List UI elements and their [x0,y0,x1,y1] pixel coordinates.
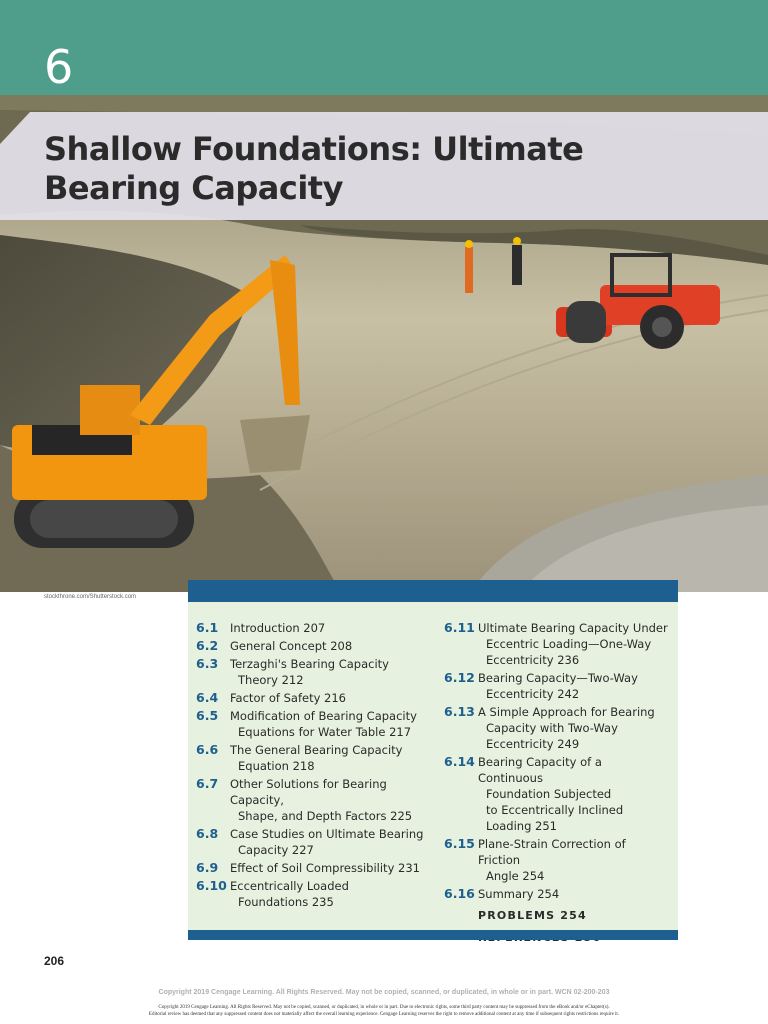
toc-entry[interactable] [196,656,426,688]
toc-entry[interactable] [444,836,670,884]
toc-entry-title [230,708,426,740]
toc-entry-line: Eccentricity 249 [486,737,580,751]
toc-entry[interactable] [196,708,426,740]
toc-entry-title [230,638,426,654]
toc-entry-number: 6.14 [444,754,475,769]
toc-entry-line: Factor of Safety 216 [230,691,346,705]
toc-entry[interactable] [444,704,670,752]
toc-entry-title [478,704,670,752]
toc-entry-title [230,620,426,636]
page-number: 206 [44,954,65,968]
toc-entry-number: 6.8 [196,826,219,841]
toc-bottom-bar [188,930,678,940]
toc-problems[interactable]: PROBLEMS 254 [478,909,587,922]
toc-entry-number: 6.6 [196,742,219,757]
table-of-contents [188,580,678,940]
chapter-header-bar [0,0,768,95]
toc-entry-title [230,860,426,876]
toc-entry-line: Shape, and Depth Factors 225 [238,809,413,823]
toc-entry[interactable] [444,670,670,702]
toc-entry-line: Effect of Soil Compressibility 231 [230,861,420,875]
toc-entry-line: Plane-Strain Correction of Friction [478,837,626,867]
toc-entry-line: Theory 212 [238,673,304,687]
toc-entry-number: 6.4 [196,690,219,705]
toc-entry-title [478,754,670,834]
toc-entry-line: General Concept 208 [230,639,353,653]
toc-entry-number: 6.10 [196,878,227,893]
toc-entry-line: Bearing Capacity of a Continuous [478,755,602,785]
toc-left-column [196,620,426,912]
toc-entry-title [230,656,426,688]
toc-entry-line: Eccentricity 236 [486,653,580,667]
toc-entry-number: 6.2 [196,638,219,653]
toc-entry-line: Angle 254 [486,869,545,883]
toc-entry-title [478,886,670,902]
legal-line-1: Copyright 2019 Cengage Learning. All Rights Reserved. May not be copied, scanned, or duplicated, in whole or in part. Due to electronic rights, some third party content may be suppressed from the eBook and/or eChapter(s). [158,1005,610,1010]
toc-entry-title [230,690,426,706]
toc-entry-line: Equation 218 [238,759,315,773]
legal-notice [60,1004,708,1018]
toc-entry[interactable] [196,638,426,654]
legal-line-2: Editorial review has deemed that any suppressed content does not materially affect the overall learning experience. Cengage Learning reserves the right to remove additional content at any time if subsequent rights restrictions require it. [148,1012,620,1017]
toc-entry-title [230,742,426,774]
toc-entry-number: 6.3 [196,656,219,671]
toc-entry-title [478,620,670,668]
toc-entry-number: 6.13 [444,704,475,719]
toc-entry-line: Modification of Bearing Capacity [230,709,417,723]
toc-entry-line: Foundation Subjected [486,787,612,801]
toc-entry-line: to Eccentrically Inclined [486,803,624,817]
toc-right-column [444,620,670,946]
toc-entry[interactable] [196,860,426,876]
toc-entry-number: 6.15 [444,836,475,851]
toc-entry[interactable] [444,886,670,902]
toc-entry-line: Other Solutions for Bearing Capacity, [230,777,387,807]
toc-entry-line: Capacity with Two-Way [486,721,618,735]
toc-entry-title [230,826,426,858]
toc-entry-line: Eccentricity 242 [486,687,580,701]
toc-entry-title [230,878,426,910]
toc-top-bar [188,580,678,602]
toc-entry-line: Loading 251 [486,819,557,833]
toc-entry-number: 6.7 [196,776,219,791]
toc-entry-line: Case Studies on Ultimate Bearing [230,827,424,841]
copyright-line: Copyright 2019 Cengage Learning. All Rights Reserved. May not be copied, scanned, or duplicated, in whole or in part. WCN 02-200-203 [158,989,610,996]
toc-entry[interactable] [196,620,426,636]
toc-entry-line: Introduction 207 [230,621,326,635]
toc-entry-number: 6.1 [196,620,219,635]
toc-entry-title [230,776,426,824]
toc-entry-number: 6.9 [196,860,219,875]
toc-entry[interactable] [196,826,426,858]
toc-entry-line: Terzaghi's Bearing Capacity [230,657,389,671]
toc-entry[interactable] [444,754,670,834]
toc-entry-title [478,670,670,702]
toc-entry[interactable] [444,620,670,668]
toc-entry-line: The General Bearing Capacity [230,743,403,757]
toc-entry-line: Ultimate Bearing Capacity Under [478,621,668,635]
toc-entry-line: Summary 254 [478,887,560,901]
toc-entry-line: Capacity 227 [238,843,314,857]
toc-entry[interactable] [196,776,426,824]
toc-entry-line: Eccentrically Loaded [230,879,349,893]
toc-entry-line: Equations for Water Table 217 [238,725,412,739]
toc-entry-line: Eccentric Loading—One-Way [486,637,652,651]
toc-entry-title [478,836,670,884]
toc-entry-line: Foundations 235 [238,895,334,909]
toc-entry[interactable] [196,690,426,706]
chapter-number: 6 [44,40,74,94]
chapter-title: Shallow Foundations: Ultimate Bearing Capacity [44,130,584,207]
toc-entry-number: 6.5 [196,708,219,723]
toc-entry[interactable] [196,878,426,910]
toc-entry-number: 6.12 [444,670,475,685]
toc-entry-number: 6.11 [444,620,475,635]
toc-entry[interactable] [196,742,426,774]
toc-entry-line: A Simple Approach for Bearing [478,705,655,719]
toc-entry-line: Bearing Capacity—Two-Way [478,671,638,685]
photo-credit: stockthrone.com/Shutterstock.com [44,594,137,600]
toc-entry-number: 6.16 [444,886,475,901]
